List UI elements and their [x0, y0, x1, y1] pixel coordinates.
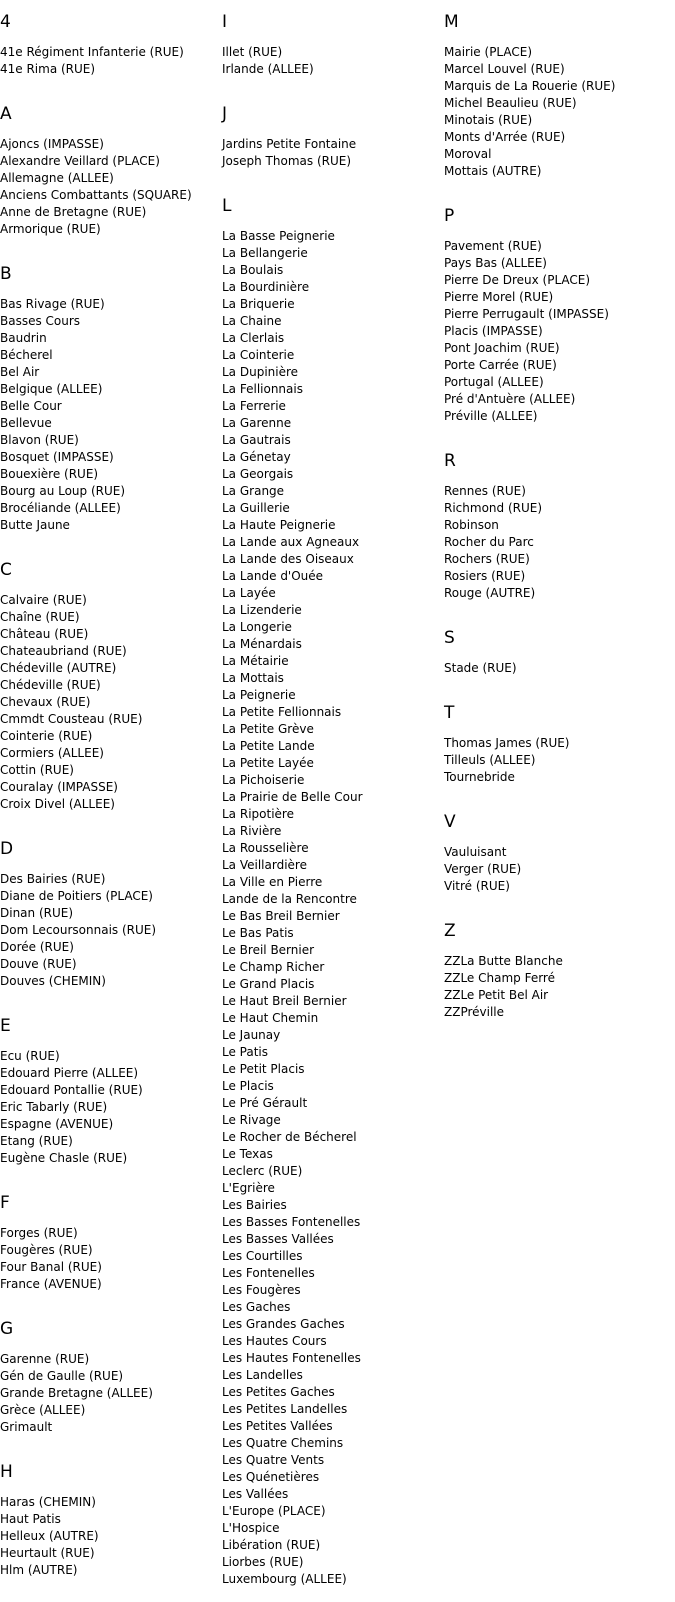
section-spacer — [444, 180, 675, 194]
street-item[interactable]: Chédeville (AUTRE) — [0, 661, 117, 675]
street-item[interactable]: Marquis de La Rouerie (RUE) — [444, 79, 616, 93]
street-item[interactable]: Les Gaches — [222, 1300, 291, 1314]
letter-heading: F — [0, 1193, 10, 1213]
street-item[interactable]: Pays Bas (ALLEE) — [444, 256, 547, 270]
street-list — [444, 238, 675, 425]
street-item[interactable]: Mottais (AUTRE) — [444, 164, 542, 178]
street-item[interactable]: La Clerlais — [222, 331, 285, 345]
street-item[interactable]: Liorbes (RUE) — [222, 1555, 304, 1569]
section-spacer — [222, 78, 444, 92]
street-item[interactable]: Diane de Poitiers (PLACE) — [0, 889, 153, 903]
street-item[interactable]: Le Rivage — [222, 1113, 281, 1127]
street-item[interactable]: Le Texas — [222, 1147, 273, 1161]
street-item[interactable]: Les Petites Vallées — [222, 1419, 333, 1433]
street-item[interactable]: Les Fontenelles — [222, 1266, 315, 1280]
street-item[interactable]: Cmmdt Cousteau (RUE) — [0, 712, 143, 726]
street-item[interactable]: Douves (CHEMIN) — [0, 974, 106, 988]
street-item[interactable]: La Ripotière — [222, 807, 294, 821]
section-spacer — [0, 534, 222, 548]
street-item[interactable]: Marcel Louvel (RUE) — [444, 62, 565, 76]
letter-section — [222, 12, 444, 92]
street-item[interactable]: Heurtault (RUE) — [0, 1546, 95, 1560]
street-item[interactable]: L'Egrière — [222, 1181, 275, 1195]
street-item[interactable]: Couralay (IMPASSE) — [0, 780, 118, 794]
street-item[interactable]: Haut Patis — [0, 1512, 61, 1526]
section-spacer — [222, 170, 444, 184]
street-item[interactable]: ZZPréville — [444, 1005, 505, 1019]
street-item[interactable]: Cointerie (RUE) — [0, 729, 93, 743]
section-spacer — [222, 1588, 444, 1602]
street-item[interactable]: Baudrin — [0, 331, 47, 345]
street-item[interactable]: Chateaubriand (RUE) — [0, 644, 127, 658]
street-item[interactable]: La Petite Fellionnais — [222, 705, 342, 719]
street-list — [0, 1225, 222, 1293]
street-item[interactable]: Mairie (PLACE) — [444, 45, 533, 59]
street-item[interactable]: Bel Air — [0, 365, 40, 379]
letter-heading: J — [222, 104, 228, 124]
street-item[interactable]: Thomas James (RUE) — [444, 736, 570, 750]
street-item[interactable]: Rouge (AUTRE) — [444, 586, 536, 600]
letter-section — [0, 1193, 222, 1307]
street-item[interactable]: Le Placis — [222, 1079, 274, 1093]
street-item[interactable]: Bourg au Loup (RUE) — [0, 484, 126, 498]
street-item[interactable]: Ajoncs (IMPASSE) — [0, 137, 104, 151]
street-list — [0, 44, 222, 78]
letter-section — [444, 703, 675, 800]
street-item[interactable]: Pont Joachim (RUE) — [444, 341, 560, 355]
street-item[interactable]: Les Landelles — [222, 1368, 303, 1382]
section-spacer — [0, 1436, 222, 1450]
street-item[interactable]: Espagne (AVENUE) — [0, 1117, 114, 1131]
street-item[interactable]: 41e Rima (RUE) — [0, 62, 96, 76]
street-item[interactable]: Pré d'Antuère (ALLEE) — [444, 392, 576, 406]
street-item[interactable]: La Georgais — [222, 467, 294, 481]
street-item[interactable]: Rennes (RUE) — [444, 484, 526, 498]
street-item[interactable]: Moroval — [444, 147, 492, 161]
letter-section — [0, 1462, 222, 1593]
letter-section — [0, 560, 222, 827]
street-item[interactable]: La Lizenderie — [222, 603, 302, 617]
street-item[interactable]: Le Bas Patis — [222, 926, 294, 940]
street-item[interactable]: Chédeville (RUE) — [0, 678, 101, 692]
letter-section — [444, 812, 675, 909]
street-item[interactable]: L'Europe (PLACE) — [222, 1504, 326, 1518]
street-item[interactable]: Fougères (RUE) — [0, 1243, 93, 1257]
street-item[interactable]: La Guillerie — [222, 501, 290, 515]
letter-heading: Z — [444, 921, 456, 941]
street-item[interactable]: Le Grand Placis — [222, 977, 315, 991]
street-item[interactable]: Vauluisant — [444, 845, 507, 859]
street-item[interactable]: La Peignerie — [222, 688, 296, 702]
street-item[interactable]: ZZLe Champ Ferré — [444, 971, 555, 985]
street-item[interactable]: Le Pré Gérault — [222, 1096, 308, 1110]
street-item[interactable]: La Petite Lande — [222, 739, 315, 753]
street-item[interactable]: La Grange — [222, 484, 285, 498]
street-item[interactable]: Etang (RUE) — [0, 1134, 73, 1148]
street-item[interactable]: Les Bairies — [222, 1198, 287, 1212]
street-item[interactable]: Pavement (RUE) — [444, 239, 542, 253]
street-item[interactable]: Jardins Petite Fontaine — [222, 137, 357, 151]
street-item[interactable]: Le Jaunay — [222, 1028, 281, 1042]
street-item[interactable]: Dom Lecoursonnais (RUE) — [0, 923, 157, 937]
street-item[interactable]: Bouexière (RUE) — [0, 467, 99, 481]
street-list — [444, 953, 675, 1021]
street-item[interactable]: La Bourdinière — [222, 280, 310, 294]
street-item[interactable]: Verger (RUE) — [444, 862, 522, 876]
letter-heading: A — [0, 104, 12, 124]
street-item[interactable]: Anciens Combattants (SQUARE) — [0, 188, 192, 202]
street-item[interactable]: Le Petit Placis — [222, 1062, 305, 1076]
street-list — [0, 592, 222, 813]
street-item[interactable]: Cormiers (ALLEE) — [0, 746, 104, 760]
street-item[interactable]: Le Haut Breil Bernier — [222, 994, 347, 1008]
street-item[interactable]: La Ménardais — [222, 637, 302, 651]
street-item[interactable]: Tournebride — [444, 770, 515, 784]
letter-section — [444, 451, 675, 616]
street-item[interactable]: Le Patis — [222, 1045, 269, 1059]
street-item[interactable]: Belle Cour — [0, 399, 62, 413]
street-item[interactable]: Le Champ Richer — [222, 960, 325, 974]
letter-heading: E — [0, 1016, 11, 1036]
street-item[interactable]: Portugal (ALLEE) — [444, 375, 544, 389]
street-list — [222, 44, 444, 78]
street-item[interactable]: Grande Bretagne (ALLEE) — [0, 1386, 153, 1400]
street-item[interactable]: Les Quénetières — [222, 1470, 320, 1484]
street-list — [0, 1048, 222, 1167]
section-spacer — [0, 813, 222, 827]
section-spacer — [0, 1293, 222, 1307]
street-list — [444, 44, 675, 180]
street-item[interactable]: Stade (RUE) — [444, 661, 517, 675]
street-item[interactable]: Dorée (RUE) — [0, 940, 74, 954]
letter-section — [444, 628, 675, 691]
street-list — [0, 296, 222, 534]
street-item[interactable]: La Garenne — [222, 416, 292, 430]
street-item[interactable]: Calvaire (RUE) — [0, 593, 87, 607]
street-item[interactable]: Monts d'Arrée (RUE) — [444, 130, 566, 144]
street-list — [0, 1494, 222, 1579]
street-column-3 — [444, 0, 675, 1035]
street-item[interactable]: ZZLe Petit Bel Air — [444, 988, 549, 1002]
street-item[interactable]: Lande de la Rencontre — [222, 892, 357, 906]
street-item[interactable]: Croix Divel (ALLEE) — [0, 797, 115, 811]
street-item[interactable]: Les Basses Fontenelles — [222, 1215, 361, 1229]
street-item[interactable]: Grimault — [0, 1420, 53, 1434]
letter-heading: C — [0, 560, 12, 580]
street-item[interactable]: Ecu (RUE) — [0, 1049, 60, 1063]
letter-section — [0, 12, 222, 92]
street-item[interactable]: Basses Cours — [0, 314, 81, 328]
street-item[interactable]: Forges (RUE) — [0, 1226, 78, 1240]
letter-section — [0, 839, 222, 1004]
section-spacer — [0, 78, 222, 92]
street-list — [222, 228, 444, 1588]
street-item[interactable]: Blavon (RUE) — [0, 433, 79, 447]
street-item[interactable]: Joseph Thomas (RUE) — [222, 154, 352, 168]
street-item[interactable]: La Rivière — [222, 824, 282, 838]
street-item[interactable]: La Chaine — [222, 314, 282, 328]
street-item[interactable]: Tilleuls (ALLEE) — [444, 753, 536, 767]
street-item[interactable]: Le Haut Chemin — [222, 1011, 319, 1025]
street-item[interactable]: Porte Carrée (RUE) — [444, 358, 557, 372]
street-item[interactable]: Cottin (RUE) — [0, 763, 74, 777]
street-item[interactable]: Les Hautes Fontenelles — [222, 1351, 361, 1365]
street-item[interactable]: Rosiers (RUE) — [444, 569, 526, 583]
street-item[interactable]: Haras (CHEMIN) — [0, 1495, 96, 1509]
street-item[interactable]: Minotais (RUE) — [444, 113, 533, 127]
street-item[interactable]: Richmond (RUE) — [444, 501, 543, 515]
street-item[interactable]: Irlande (ALLEE) — [222, 62, 314, 76]
street-list — [444, 844, 675, 895]
street-item[interactable]: La Petite Layée — [222, 756, 314, 770]
street-item[interactable]: Dinan (RUE) — [0, 906, 74, 920]
street-item[interactable]: Bécherel — [0, 348, 53, 362]
street-list — [0, 871, 222, 990]
letter-heading: I — [222, 12, 228, 32]
street-item[interactable]: Butte Jaune — [0, 518, 70, 532]
street-item[interactable]: La Veillardière — [222, 858, 307, 872]
street-item[interactable]: Les Vallées — [222, 1487, 289, 1501]
street-item[interactable]: Hlm (AUTRE) — [0, 1563, 78, 1577]
street-item[interactable]: Gén de Gaulle (RUE) — [0, 1369, 124, 1383]
street-item[interactable]: Les Grandes Gaches — [222, 1317, 345, 1331]
street-item[interactable]: La Layée — [222, 586, 276, 600]
letter-heading: G — [0, 1319, 14, 1339]
street-item[interactable]: Belgique (ALLEE) — [0, 382, 103, 396]
street-list — [444, 660, 675, 677]
street-item[interactable]: Alexandre Veillard (PLACE) — [0, 154, 160, 168]
street-item[interactable]: Grèce (ALLEE) — [0, 1403, 86, 1417]
street-item[interactable]: Les Quatre Vents — [222, 1453, 325, 1467]
street-item[interactable]: La Dupinière — [222, 365, 299, 379]
street-item[interactable]: Pierre Perrugault (IMPASSE) — [444, 307, 609, 321]
section-spacer — [444, 1021, 675, 1035]
letter-section — [0, 1319, 222, 1450]
street-list — [444, 735, 675, 786]
street-item[interactable]: Garenne (RUE) — [0, 1352, 90, 1366]
street-list — [0, 1351, 222, 1436]
street-item[interactable]: La Briquerie — [222, 297, 295, 311]
street-item[interactable]: Les Quatre Chemins — [222, 1436, 344, 1450]
street-list — [444, 483, 675, 602]
street-item[interactable]: Chaîne (RUE) — [0, 610, 80, 624]
letter-section — [444, 206, 675, 439]
street-column-2 — [222, 0, 444, 1602]
street-item[interactable]: Chevaux (RUE) — [0, 695, 91, 709]
letter-heading: R — [444, 451, 456, 471]
street-item[interactable]: Les Fougères — [222, 1283, 301, 1297]
street-item[interactable]: Edouard Pontallie (RUE) — [0, 1083, 143, 1097]
street-item[interactable]: Le Bas Breil Bernier — [222, 909, 340, 923]
street-item[interactable]: Rochers (RUE) — [444, 552, 530, 566]
street-item[interactable]: Edouard Pierre (ALLEE) — [0, 1066, 139, 1080]
street-item[interactable]: Les Hautes Cours — [222, 1334, 327, 1348]
street-item[interactable]: Le Rocher de Bécherel — [222, 1130, 357, 1144]
section-spacer — [0, 1579, 222, 1593]
letter-heading: H — [0, 1462, 13, 1482]
street-item[interactable]: Les Basses Vallées — [222, 1232, 334, 1246]
street-item[interactable]: La Lande d'Ouée — [222, 569, 324, 583]
street-item[interactable]: Michel Beaulieu (RUE) — [444, 96, 577, 110]
street-item[interactable]: La Métairie — [222, 654, 289, 668]
street-item[interactable]: Les Petites Landelles — [222, 1402, 348, 1416]
street-item[interactable]: La Boulais — [222, 263, 284, 277]
street-list — [222, 136, 444, 170]
street-item[interactable]: La Génetay — [222, 450, 291, 464]
street-item[interactable]: Luxembourg (ALLEE) — [222, 1572, 347, 1586]
letter-heading: S — [444, 628, 455, 648]
street-item[interactable]: Eugène Chasle (RUE) — [0, 1151, 128, 1165]
section-spacer — [0, 1167, 222, 1181]
street-item[interactable]: Leclerc (RUE) — [222, 1164, 303, 1178]
letter-section — [444, 921, 675, 1035]
section-spacer — [444, 602, 675, 616]
letter-heading: 4 — [0, 12, 11, 32]
street-item[interactable]: La Ferrerie — [222, 399, 286, 413]
street-item[interactable]: Le Breil Bernier — [222, 943, 315, 957]
street-item[interactable]: Eric Tabarly (RUE) — [0, 1100, 108, 1114]
street-item[interactable]: 41e Régiment Infanterie (RUE) — [0, 45, 184, 59]
street-column-1 — [0, 0, 222, 1593]
street-item[interactable]: Bosquet (IMPASSE) — [0, 450, 114, 464]
section-spacer — [0, 238, 222, 252]
street-item[interactable]: La Gautrais — [222, 433, 291, 447]
street-item[interactable]: ZZLa Butte Blanche — [444, 954, 563, 968]
street-item[interactable]: La Bellangerie — [222, 246, 308, 260]
street-item[interactable]: La Petite Grève — [222, 722, 314, 736]
street-item[interactable]: La Longerie — [222, 620, 292, 634]
street-list — [0, 136, 222, 238]
street-item[interactable]: Rocher du Parc — [444, 535, 534, 549]
section-spacer — [444, 786, 675, 800]
street-item[interactable]: La Fellionnais — [222, 382, 303, 396]
street-item[interactable]: Brocéliande (ALLEE) — [0, 501, 121, 515]
section-spacer — [444, 895, 675, 909]
street-item[interactable]: La Pichoiserie — [222, 773, 305, 787]
letter-section — [0, 264, 222, 548]
letter-section — [222, 104, 444, 184]
street-item[interactable]: Robinson — [444, 518, 499, 532]
street-item[interactable]: Helleux (AUTRE) — [0, 1529, 99, 1543]
street-item[interactable]: La Prairie de Belle Cour — [222, 790, 363, 804]
letter-section — [444, 12, 675, 194]
letter-section — [222, 196, 444, 1602]
letter-heading: V — [444, 812, 456, 832]
street-item[interactable]: L'Hospice — [222, 1521, 280, 1535]
street-item[interactable]: Four Banal (RUE) — [0, 1260, 102, 1274]
section-spacer — [0, 990, 222, 1004]
street-item[interactable]: Vitré (RUE) — [444, 879, 510, 893]
street-item[interactable]: Libération (RUE) — [222, 1538, 321, 1552]
street-item[interactable]: Douve (RUE) — [0, 957, 77, 971]
letter-heading: P — [444, 206, 455, 226]
street-item[interactable]: Anne de Bretagne (RUE) — [0, 205, 147, 219]
letter-heading: T — [444, 703, 455, 723]
street-item[interactable]: La Rousselière — [222, 841, 309, 855]
street-item[interactable]: La Ville en Pierre — [222, 875, 323, 889]
street-item[interactable]: Placis (IMPASSE) — [444, 324, 543, 338]
street-item[interactable]: La Haute Peignerie — [222, 518, 336, 532]
letter-heading: M — [444, 12, 459, 32]
street-item[interactable]: La Lande des Oiseaux — [222, 552, 354, 566]
street-item[interactable]: La Mottais — [222, 671, 284, 685]
letter-section — [0, 1016, 222, 1181]
street-item[interactable]: La Lande aux Agneaux — [222, 535, 360, 549]
street-item[interactable]: Les Courtilles — [222, 1249, 303, 1263]
street-item[interactable]: La Cointerie — [222, 348, 295, 362]
section-spacer — [444, 425, 675, 439]
street-item[interactable]: Armorique (RUE) — [0, 222, 101, 236]
street-item[interactable]: Des Bairies (RUE) — [0, 872, 106, 886]
letter-section — [0, 104, 222, 252]
letter-heading: L — [222, 196, 232, 216]
letter-heading: B — [0, 264, 12, 284]
street-item[interactable]: Pierre Morel (RUE) — [444, 290, 554, 304]
street-item[interactable]: Pierre De Dreux (PLACE) — [444, 273, 591, 287]
street-item[interactable]: Bas Rivage (RUE) — [0, 297, 105, 311]
section-spacer — [444, 677, 675, 691]
letter-heading: D — [0, 839, 14, 859]
street-item[interactable]: Illet (RUE) — [222, 45, 283, 59]
street-item[interactable]: France (AVENUE) — [0, 1277, 102, 1291]
street-item[interactable]: Château (RUE) — [0, 627, 89, 641]
street-item[interactable]: Allemagne (ALLEE) — [0, 171, 114, 185]
street-item[interactable]: Préville (ALLEE) — [444, 409, 538, 423]
street-item[interactable]: La Basse Peignerie — [222, 229, 335, 243]
street-item[interactable]: Les Petites Gaches — [222, 1385, 335, 1399]
street-item[interactable]: Bellevue — [0, 416, 52, 430]
